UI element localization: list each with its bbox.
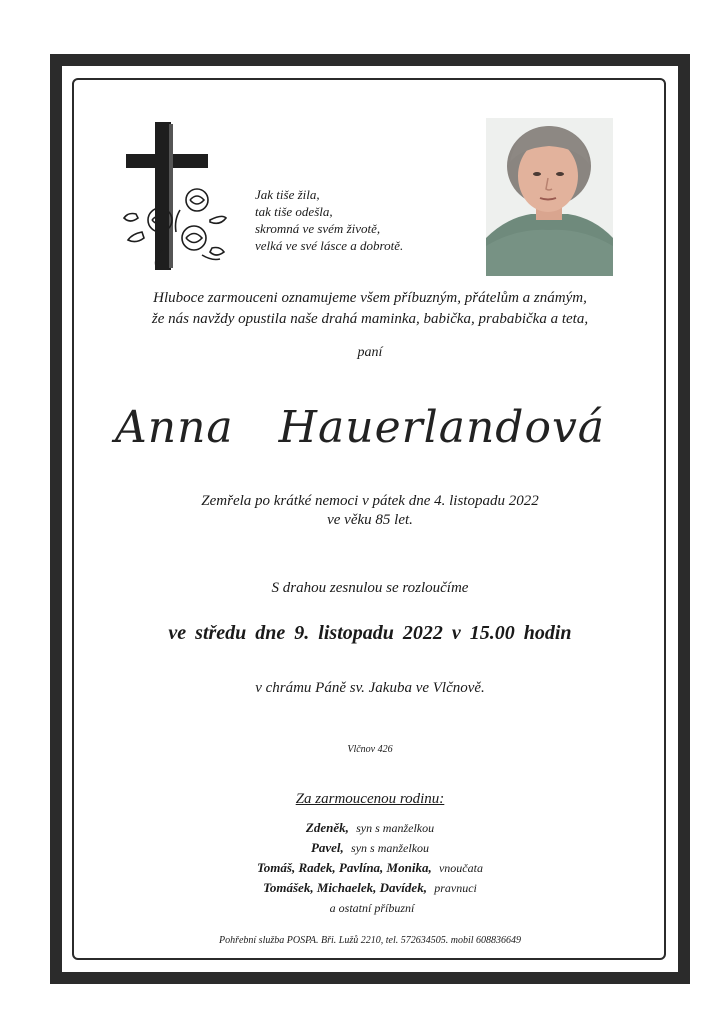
age-line: ve věku 85 let.: [327, 512, 413, 528]
death-info: [90, 492, 650, 530]
ceremony-place: v chrámu Páně sv. Jakuba ve Vlčnově.: [255, 680, 485, 696]
deceased-name: [80, 402, 640, 453]
family-member-relation: a ostatní příbuzní: [329, 901, 415, 915]
family-member: [90, 898, 650, 918]
first-name: Anna: [114, 402, 234, 453]
family-member: [90, 858, 650, 878]
address: Vlčnov 426: [347, 744, 393, 755]
poem-line: skromná ve svém životě,: [255, 221, 381, 236]
family-member-names: Zdeněk,: [305, 820, 349, 835]
poem: [255, 186, 475, 254]
family-member-names: Tomáš, Radek, Pavlína, Monika,: [257, 860, 432, 875]
last-name: Hauerlandová: [278, 402, 606, 453]
death-line: Zemřela po krátké nemoci v pátek dne 4. listopadu 2022: [201, 493, 539, 509]
poem-line: tak tiše odešla,: [255, 204, 333, 219]
family-member-names: Pavel,: [310, 840, 344, 855]
poem-line: Jak tiše žila,: [255, 187, 320, 202]
family-member: [90, 818, 650, 838]
family-member-relation: vnoučata: [438, 861, 483, 875]
family-member-relation: pravnuci: [434, 881, 477, 895]
family-heading: Za zarmoucenou rodinu:: [295, 791, 445, 807]
intro-line: že nás navždy opustila naše drahá maminka, babička, prababička a teta,: [151, 311, 589, 327]
title-pani: paní: [357, 345, 383, 360]
farewell-text: S drahou zesnulou se rozloučíme: [271, 580, 469, 596]
funeral-service-footer: Pohřební služba POSPA. Bři. Lužů 2210, tel. 572634505. mobil 608836649: [218, 935, 522, 946]
announcement-intro: [90, 288, 650, 330]
family-member-names: Tomášek, Michaelek, Davídek,: [263, 880, 427, 895]
family-member: [90, 838, 650, 858]
family-member-relation: syn s manželkou: [356, 821, 435, 835]
intro-line: Hluboce zarmouceni oznamujeme všem příbuzným, přátelům a známým,: [153, 290, 587, 306]
ceremony-datetime: ve středu dne 9. listopadu 2022 v 15.00 hodin: [168, 622, 572, 644]
family-member-relation: syn s manželkou: [351, 841, 430, 855]
family-list: [90, 818, 650, 918]
poem-line: velká ve své lásce a dobrotě.: [255, 238, 404, 253]
portrait-photo: [486, 118, 613, 276]
family-member: [90, 878, 650, 898]
cross-with-roses-icon: [122, 120, 232, 280]
